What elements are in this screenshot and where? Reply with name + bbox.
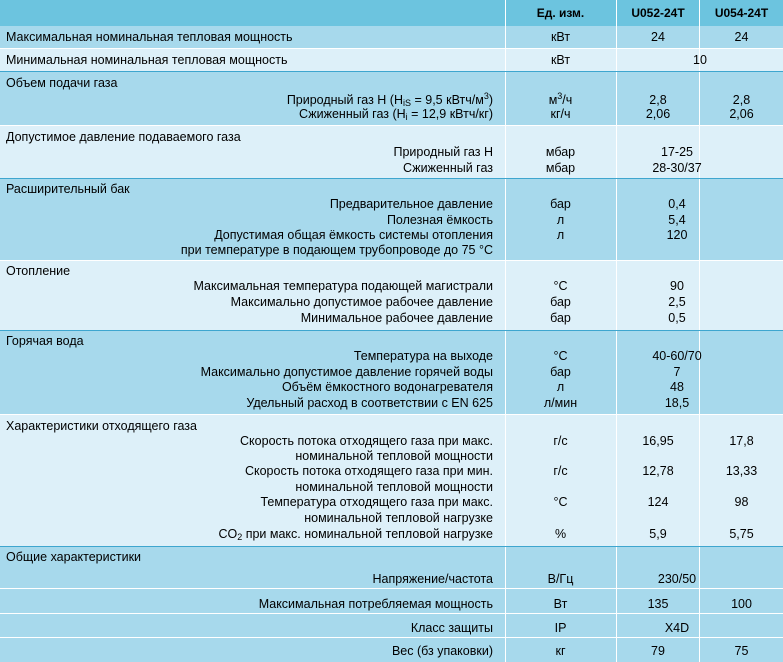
min-work-pressure-label: Минимальное рабочее давление (300, 311, 493, 325)
lpg-pressure-label: Сжиженный газ (402, 161, 493, 175)
row-divider (0, 414, 783, 415)
voltage-label: Напряжение/частота (372, 572, 493, 586)
flue-flow-min-value-1: 12,78 (642, 464, 674, 478)
min-power-label: Минимальная номинальная тепловая мощность (6, 53, 288, 67)
lpg-volume-value-2: 2,06 (729, 107, 754, 121)
hot-water-pressure-value: 7 (673, 365, 681, 379)
lpg-volume-value-1: 2,06 (645, 107, 671, 121)
power-consumption-value-2: 100 (731, 597, 752, 611)
heating-title: Отопление (6, 264, 71, 278)
natural-gas-pressure-unit: мбар (545, 145, 576, 159)
tank-volume-value: 48 (670, 380, 684, 394)
row-divider (0, 546, 783, 547)
weight-value-2: 75 (734, 644, 749, 658)
system-capacity-unit: л (556, 228, 565, 242)
system-capacity-label-cont: при температуре в подающем трубопроводе до 75 °С (180, 243, 493, 257)
model2-column-header: U054-24T (714, 6, 769, 20)
min-work-pressure-value: 0,5 (668, 311, 686, 325)
max-work-pressure-value: 2,5 (668, 295, 686, 309)
flue-temp-label-cont: номинальной тепловой нагрузке (304, 511, 493, 525)
lpg-pressure-value: 28-30/37 (652, 161, 702, 175)
flue-temp-unit: °С (553, 495, 568, 509)
min-power-unit: кВт (550, 53, 571, 67)
flue-flow-max-label: Скорость потока отходящего газа при макс. (240, 434, 493, 448)
flue-temp-label: Температура отходящего газа при макс. (260, 495, 493, 509)
co2-value-2: 5,75 (729, 527, 754, 541)
flue-flow-min-label: Скорость потока отходящего газа при мин. (244, 464, 493, 478)
row-divider (0, 48, 783, 49)
natural-gas-volume-value-1: 2,8 (649, 93, 667, 107)
power-consumption-value-1: 135 (647, 597, 669, 611)
gas-pressure-title: Допустимое давление подаваемого газа (6, 130, 241, 144)
max-power-label: Максимальная номинальная тепловая мощность (6, 30, 293, 44)
outlet-temp-label: Температура на выходе (353, 349, 493, 363)
lpg-pressure-unit: мбар (545, 161, 576, 175)
lpg-volume-label: Сжиженный газ ($H_i = 12,9$ кВтч/кг) (298, 107, 493, 122)
natural-gas-volume-value-2: 2,8 (732, 93, 751, 107)
row-divider (0, 125, 783, 126)
specific-flow-value: 18,5 (664, 396, 690, 410)
natural-gas-volume-unit: $м^3/ч$ (548, 91, 573, 107)
useful-capacity-label: Полезная ёмкость (386, 213, 493, 227)
useful-capacity-value: 5,4 (668, 213, 686, 227)
flue-flow-max-value-2: 17,8 (729, 434, 754, 448)
specific-flow-label: Удельный расход в соответствии с EN 625 (246, 396, 493, 410)
table-header (0, 0, 783, 26)
row-divider (0, 637, 783, 638)
useful-capacity-unit: л (556, 213, 565, 227)
precharge-pressure-value: 0,4 (668, 197, 686, 211)
unit-column-header: Ед. изм. (536, 6, 585, 20)
row-divider (0, 178, 783, 179)
flue-flow-max-value-1: 16,95 (642, 434, 674, 448)
max-power-unit: кВт (550, 30, 571, 44)
max-power-value-2: 24 (734, 30, 749, 44)
gas-volume-title: Объем подачи газа (6, 76, 118, 90)
min-power-value: 10 (693, 53, 707, 67)
flue-temp-value-1: 124 (647, 495, 669, 509)
power-consumption-label: Максимальная потребляемая мощность (258, 597, 493, 611)
flue-gas-title: Характеристики отходящего газа (6, 419, 197, 433)
expansion-tank-title: Расширительный бак (6, 182, 130, 196)
co2-label: $CO_2$ при макс. номинальной тепловой нагрузке (218, 527, 493, 542)
precharge-pressure-unit: бар (550, 197, 571, 211)
max-flow-temp-label: Максимальная температура подающей магистрали (193, 279, 493, 293)
outlet-temp-unit: °С (553, 349, 568, 363)
tank-volume-unit: л (556, 380, 565, 394)
co2-value-1: 5,9 (649, 527, 667, 541)
row-divider (0, 613, 783, 614)
lpg-volume-unit: кг/ч (550, 107, 571, 121)
specific-flow-unit: л/мин (543, 396, 578, 410)
tank-volume-label: Объём ёмкостного водонагревателя (281, 380, 493, 394)
system-capacity-value: 120 (666, 228, 688, 242)
min-work-pressure-unit: бар (550, 311, 571, 325)
co2-unit: % (554, 527, 567, 541)
precharge-pressure-label: Предварительное давление (329, 197, 493, 211)
flue-flow-min-unit: г/с (553, 464, 568, 478)
max-flow-temp-value: 90 (670, 279, 684, 293)
hot-water-pressure-unit: бар (550, 365, 571, 379)
max-flow-temp-unit: °С (553, 279, 568, 293)
natural-gas-pressure-value: 17-25 (661, 145, 693, 159)
natural-gas-volume-label: Природный газ H ($H_{iS} = 9,5$ кВтч/$м^3$) (286, 91, 493, 108)
outlet-temp-value: 40-60/70 (652, 349, 702, 363)
system-capacity-label: Допустимая общая ёмкость системы отопления (214, 228, 493, 242)
general-title: Общие характеристики (6, 550, 142, 564)
weight-value-1: 79 (651, 644, 665, 658)
natural-gas-pressure-label: Природный газ H (393, 145, 493, 159)
flue-flow-max-label-cont: номинальной тепловой мощности (295, 449, 493, 463)
max-work-pressure-label: Максимально допустимое рабочее давление (230, 295, 493, 309)
hot-water-pressure-label: Максимально допустимое давление горячей воды (200, 365, 493, 379)
weight-unit: кг (555, 644, 566, 658)
protection-class-value: X4D (664, 621, 690, 635)
protection-class-label: Класс защиты (410, 621, 493, 635)
flue-flow-min-value-2: 13,33 (725, 464, 758, 478)
hot-water-title: Горячая вода (6, 334, 84, 348)
flue-flow-max-unit: г/с (553, 434, 568, 448)
protection-class-unit: IP (554, 621, 567, 635)
weight-label: Вес (бз упаковки) (391, 644, 493, 658)
row-divider (0, 260, 783, 261)
row-divider (0, 330, 783, 331)
power-consumption-unit: Вт (553, 597, 568, 611)
flue-temp-value-2: 98 (734, 495, 749, 509)
model1-column-header: U052-24T (631, 6, 685, 20)
voltage-unit: В/Гц (547, 572, 574, 586)
row-divider (0, 71, 783, 72)
max-work-pressure-unit: бар (550, 295, 571, 309)
row-divider (0, 588, 783, 589)
max-power-value-1: 24 (651, 30, 665, 44)
flue-flow-min-label-cont: номинальной тепловой мощности (295, 480, 493, 494)
voltage-value: 230/50 (657, 572, 697, 586)
